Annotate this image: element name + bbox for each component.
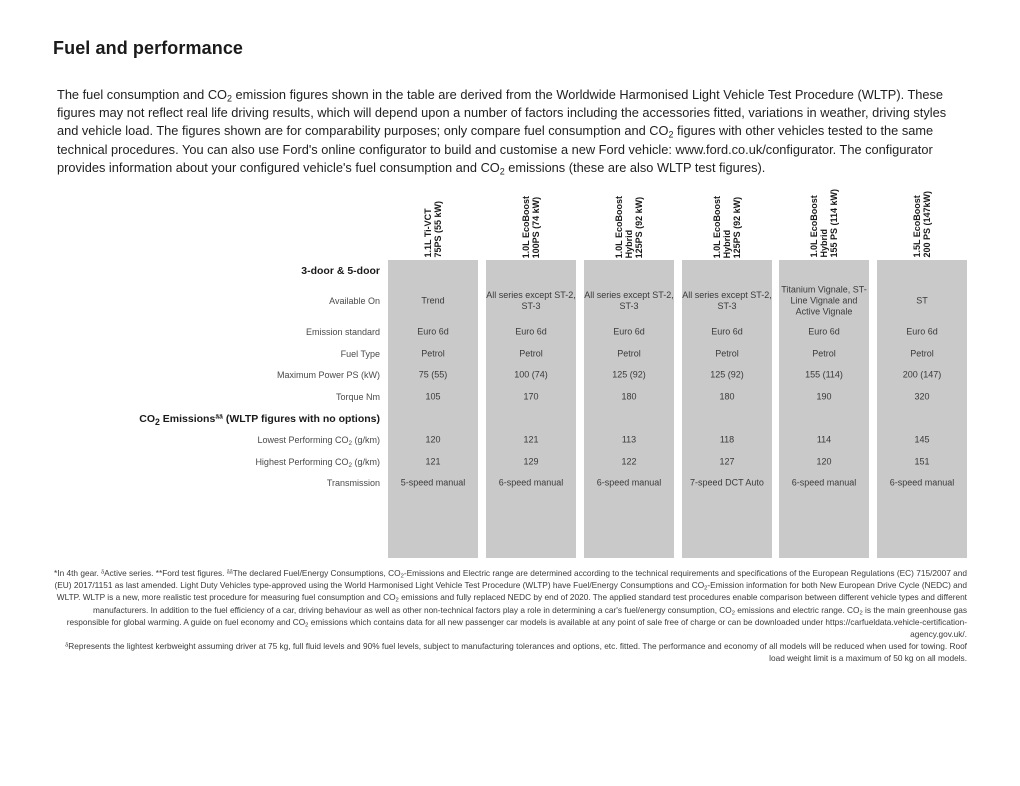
table-cell: 7-speed DCT Auto xyxy=(690,477,764,488)
table-cell: Euro 6d xyxy=(906,326,938,337)
table-cell: 113 xyxy=(621,434,637,445)
table-cell: 122 xyxy=(621,456,637,467)
table-cell: Trend xyxy=(421,295,445,306)
table-cell: 6-speed manual xyxy=(889,477,955,488)
column-header: 1.0L EcoBoost Hybrid 155 PS (114 kW) xyxy=(809,189,839,258)
table-cell: All series except ST-2, ST-3 xyxy=(584,290,674,311)
footnote-regulations: *In 4th gear. $^ã$Active series. **Ford test figures. $^{ãã}$The declared Fuel/Energy Consumptions, $CO_2$-Emissions and Electric range are determined according to the technical requirements and specifications of the European Regulations (EC) 715/2007 and (EU) 2017/1151 as last amended. Light Duty Vehicles type-approved using the World Harmonised Light Vehicle Test Procedure (WLTP) have Fuel/Energy Consumptions and $CO_2$-Emission information for both New European Drive Cycle (NEDC) and WLTP. WLTP is a new, more realistic test procedure for measuring fuel consumption and $CO_2$ emissions and fully replaced NEDC by end of 2020. The applied standard test procedures enable comparison between different vehicle types and different manufacturers. In addition to the fuel efficiency of a car, driving behaviour as well as other non-technical factors play a role in determining a car's fuel/energy consumption, $CO_2$ emissions and electric range. $CO_2$ is the main greenhouse gas responsible for global warming. A guide on fuel economy and $CO_2$ emissions which contains data for all new passenger car models is available at any point of sale free of charge or can be downloaded under https://carfueldata.vehicle-certification-agency.gov.uk/. xyxy=(54,568,967,640)
footnote-kerbweight: $^ã$Represents the lightest kerbweight assuming driver at 75 kg, full fluid levels and 90% fuel levels, subject to manufacturing tolerances and options, etc. fitted. The performance and economy of all models will be reduced when used for towing. Roof load weight limit is a maximum of 50 kg on all models. xyxy=(65,641,967,664)
table-cell: 151 xyxy=(914,456,930,467)
intro-paragraph: The fuel consumption and $CO_2$ emission figures shown in the table are derived from the Worldwide Harmonised Light Vehicle Test Procedure (WLTP). These figures may not reflect real life driving results, which will depend upon a number of factors including the accessories fitted, variations in weather, driving styles and vehicle load. The figures shown are for comparability purposes; only compare fuel consumption and $CO_2$ figures with other vehicles tested to the same technical procedures. You can also use Ford's online configurator to build and customise a new Ford vehicle: www.ford.co.uk/configurator. The configurator provides information about your configured vehicle's fuel consumption and $CO_2$ emissions (these are also WLTP test figures). xyxy=(57,87,947,177)
table-cell: 155 (114) xyxy=(805,369,843,380)
table-cell: 6-speed manual xyxy=(596,477,662,488)
table-cell: 120 xyxy=(425,434,441,445)
table-cell: 6-speed manual xyxy=(791,477,857,488)
table-cell: 121 xyxy=(425,456,441,467)
table-cell: Petrol xyxy=(715,348,739,359)
row-label-maximum-power: Maximum Power PS (kW) xyxy=(276,370,380,380)
footnotes xyxy=(52,567,967,665)
row-label-lowest-co2: Lowest Performing $CO_2$ (g/km) xyxy=(257,435,380,447)
table-cell: 180 xyxy=(719,391,735,402)
row-label-fuel-type: Fuel Type xyxy=(340,349,380,359)
row-label-available-on: Available On xyxy=(329,296,380,306)
row-label-transmission: Transmission xyxy=(326,478,380,488)
row-label-torque: Torque Nm xyxy=(335,392,380,402)
table-cell: 129 xyxy=(523,456,539,467)
table-cell: 6-speed manual xyxy=(498,477,564,488)
table-cell: 145 xyxy=(914,434,930,445)
table-cell: Petrol xyxy=(812,348,836,359)
table-cell: 121 xyxy=(523,434,539,445)
column-header: 1.1L Ti-VCT 75PS (55 kW) xyxy=(423,201,443,258)
row-label-emission-standard: Emission standard xyxy=(305,327,380,337)
table-cell: 190 xyxy=(816,391,832,402)
table-cell: Euro 6d xyxy=(808,326,840,337)
column-header: 1.0L EcoBoost Hybrid 125PS (92 kW) xyxy=(712,195,742,258)
table-cell: 118 xyxy=(719,434,735,445)
column-header: 1.5L EcoBoost 200 PS (147kW) xyxy=(912,191,932,258)
table-cell: ST xyxy=(916,295,928,306)
table-cell: 75 (55) xyxy=(418,369,448,380)
table-cell: 170 xyxy=(523,391,539,402)
section-label-body-style: 3-door & 5-door xyxy=(301,265,380,277)
row-label-highest-co2: Highest Performing $CO_2$ (g/km) xyxy=(255,457,380,469)
table-cell: 127 xyxy=(719,456,735,467)
section-label-co2-emissions: $CO_2$ Emissions$^{ãã}$ (WLTP figures with no options) xyxy=(139,413,380,428)
page-title: Fuel and performance xyxy=(53,38,244,58)
table-cell: Petrol xyxy=(910,348,934,359)
table-cell: 120 xyxy=(816,456,832,467)
table-cell: All series except ST-2, ST-3 xyxy=(682,290,772,311)
table-cell: 114 xyxy=(816,434,832,445)
table-cell: 320 xyxy=(914,391,930,402)
table-cell: 200 (147) xyxy=(902,369,942,380)
table-cell: 100 (74) xyxy=(514,369,548,380)
column-header: 1.0L EcoBoost Hybrid 125PS (92 kW) xyxy=(614,195,644,258)
table-cell: Euro 6d xyxy=(417,326,449,337)
table-cell: Euro 6d xyxy=(515,326,547,337)
table-cell: Petrol xyxy=(519,348,543,359)
table-cell: All series except ST-2, ST-3 xyxy=(486,290,576,311)
table-cell: Petrol xyxy=(421,348,445,359)
table-cell: 180 xyxy=(621,391,637,402)
table-cell: Euro 6d xyxy=(711,326,743,337)
table-cell: 5-speed manual xyxy=(400,477,466,488)
table-cell: 125 (92) xyxy=(710,369,744,380)
table-cell: 125 (92) xyxy=(612,369,646,380)
table-cell: Petrol xyxy=(617,348,641,359)
column-header: 1.0L EcoBoost 100PS (74 kW) xyxy=(521,195,541,258)
table-cell: Titanium Vignale, ST-Line Vignale and Active Vignale xyxy=(781,284,867,317)
table-cell: Euro 6d xyxy=(613,326,645,337)
table-cell: 105 xyxy=(425,391,441,402)
